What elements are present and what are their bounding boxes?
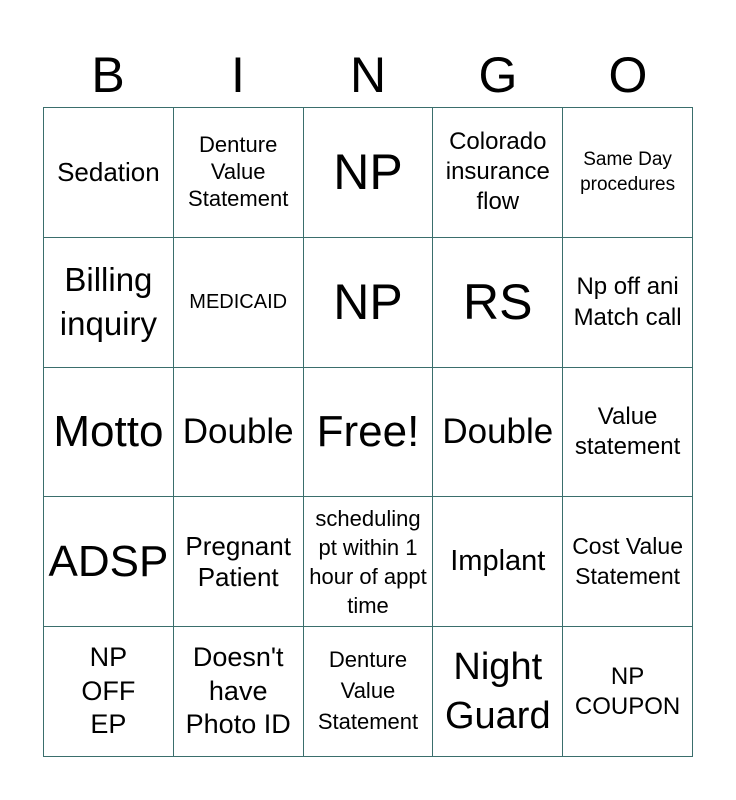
cell-label: Value statement — [574, 402, 681, 460]
bingo-cell-r3c2[interactable] — [174, 368, 304, 498]
bingo-cell-r1c3[interactable] — [304, 108, 434, 238]
header-letter-i: I — [231, 47, 245, 103]
cell-label: Denture Value Statement — [317, 647, 419, 734]
cell-label: Denture Value Statement — [188, 132, 289, 211]
bingo-board — [43, 107, 693, 757]
bingo-cell-r2c3[interactable] — [304, 238, 434, 368]
cell-label: Implant — [450, 545, 546, 578]
bingo-cell-r1c1[interactable] — [44, 108, 174, 238]
bingo-cell-r1c2[interactable] — [174, 108, 304, 238]
cell-label: Doesn't have Photo ID — [185, 641, 291, 740]
bingo-cell-r2c5[interactable] — [563, 238, 693, 368]
cell-label: Np off ani Match call — [573, 273, 682, 332]
cell-label: Night Guard — [444, 645, 551, 737]
cell-label: Motto — [53, 406, 164, 456]
bingo-cell-r1c4[interactable] — [433, 108, 563, 238]
cell-label: Pregnant Patient — [185, 530, 291, 592]
bingo-cell-r4c2[interactable] — [174, 497, 304, 627]
bingo-cell-r3c5[interactable] — [563, 368, 693, 498]
bingo-cell-r5c4[interactable] — [433, 627, 563, 757]
cell-label: scheduling pt within 1 hour of appt time — [309, 505, 427, 618]
header-letter-o: O — [608, 47, 648, 103]
bingo-cell-r5c3[interactable] — [304, 627, 434, 757]
header-letter-b: B — [91, 47, 125, 103]
bingo-cell-r5c5[interactable] — [563, 627, 693, 757]
cell-label: Cost Value Statement — [572, 532, 683, 589]
bingo-cell-r4c3[interactable] — [304, 497, 434, 627]
header-letter-g: G — [478, 47, 518, 103]
cell-label: Colorado insurance flow — [445, 128, 550, 216]
cell-label: Same Day procedures — [580, 148, 676, 196]
cell-label: RS — [463, 273, 533, 330]
bingo-cell-r4c5[interactable] — [563, 497, 693, 627]
bingo-cell-r3c1[interactable] — [44, 368, 174, 498]
header-letter-n: N — [349, 47, 387, 103]
cell-label: Double — [182, 411, 294, 451]
cell-label: Billing inquiry — [59, 260, 157, 343]
bingo-cell-r3c3[interactable] — [304, 368, 434, 498]
cell-label: NP OFF EP — [81, 641, 136, 740]
bingo-cell-r2c1[interactable] — [44, 238, 174, 368]
cell-label: NP — [333, 144, 403, 201]
cell-label: ADSP — [48, 536, 169, 586]
bingo-cell-r4c4[interactable] — [433, 497, 563, 627]
cell-label: NP COUPON — [574, 662, 681, 720]
bingo-cell-r1c5[interactable] — [563, 108, 693, 238]
bingo-cell-r2c2[interactable] — [174, 238, 304, 368]
bingo-cell-r2c4[interactable] — [433, 238, 563, 368]
cell-label: Free! — [316, 406, 420, 456]
bingo-header — [43, 44, 693, 106]
cell-label: Sedation — [57, 156, 160, 187]
bingo-cell-r5c2[interactable] — [174, 627, 304, 757]
bingo-cell-r3c4[interactable] — [433, 368, 563, 498]
cell-label: Double — [442, 411, 554, 451]
bingo-cell-r4c1[interactable] — [44, 497, 174, 627]
cell-label: MEDICAID — [189, 291, 288, 314]
bingo-cell-r5c1[interactable] — [44, 627, 174, 757]
cell-label: NP — [333, 273, 403, 330]
